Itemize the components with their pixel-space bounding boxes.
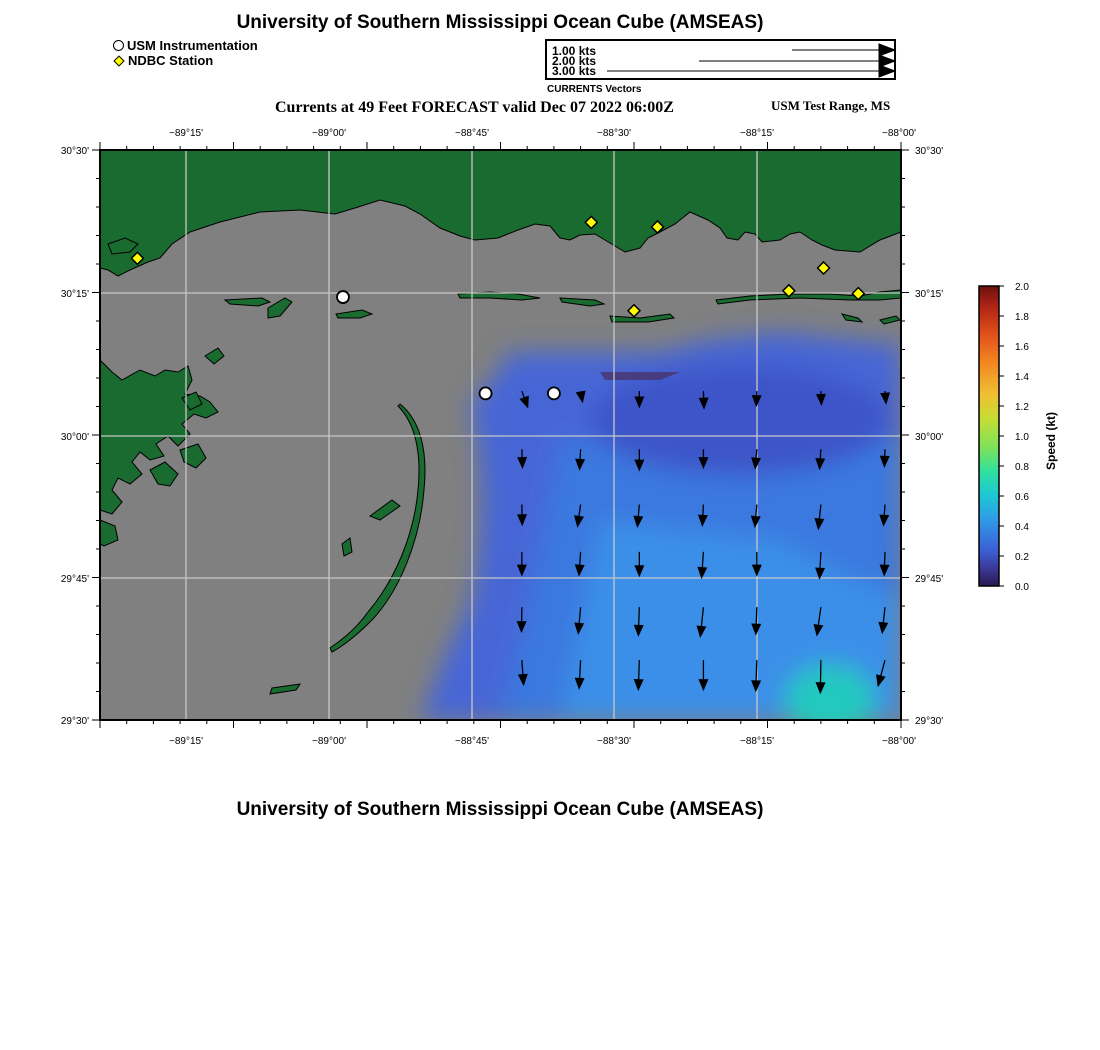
speed-field-low xyxy=(590,365,890,475)
colorbar-label-7: 0.6 xyxy=(1015,492,1029,503)
usm-instrument-marker[interactable] xyxy=(548,387,560,399)
vector-key-arrowhead-1 xyxy=(879,44,895,56)
legend-label-ndbc: NDBC Station xyxy=(128,53,214,68)
colorbar xyxy=(970,278,1040,598)
colorbar-label-6: 0.8 xyxy=(1015,462,1029,473)
lat-label-left-2: 30°00' xyxy=(60,432,89,443)
lon-label-bottom-1: −89°00' xyxy=(312,736,346,747)
vector-key-arrowhead-2 xyxy=(879,55,895,67)
vector-key-label-2: 2.00 kts xyxy=(552,54,597,68)
lon-label-top-5: −88°00' xyxy=(882,128,916,139)
vector-key-label-3: 3.00 kts xyxy=(552,64,597,78)
lat-label-right-4: 29°30' xyxy=(915,716,944,727)
lat-label-left-3: 29°45' xyxy=(60,574,89,585)
colorbar-label-3: 1.4 xyxy=(1015,372,1029,383)
lon-label-top-3: −88°30' xyxy=(597,128,631,139)
map-panel xyxy=(50,120,944,760)
colorbar-labels xyxy=(1015,282,1029,593)
lon-label-top-1: −89°00' xyxy=(312,128,346,139)
lon-label-bottom-3: −88°30' xyxy=(597,736,631,747)
lat-label-right-1: 30°15' xyxy=(915,289,944,300)
colorbar-label-0: 2.0 xyxy=(1015,282,1029,293)
colorbar-title: Speed (kt) xyxy=(1044,411,1058,470)
colorbar-ramp xyxy=(979,286,999,586)
colorbar-label-10: 0.0 xyxy=(1015,582,1029,593)
colorbar-label-1: 1.8 xyxy=(1015,312,1029,323)
lat-label-left-0: 30°30' xyxy=(60,146,89,157)
map-subtitle: Currents at 49 Feet FORECAST valid Dec 07 2022 06:00Z xyxy=(275,99,674,116)
vector-key-arrowhead-3 xyxy=(879,65,895,77)
vector-key-label-1: 1.00 kts xyxy=(552,44,597,58)
lon-label-top-2: −88°45' xyxy=(455,128,489,139)
vector-key-arrows xyxy=(547,41,894,78)
vector-key-title: CURRENTS Vectors xyxy=(547,84,642,95)
legend-label-usm: USM Instrumentation xyxy=(127,38,258,53)
lat-label-left-4: 29°30' xyxy=(60,716,89,727)
lon-label-top-4: −88°15' xyxy=(740,128,774,139)
lon-label-bottom-5: −88°00' xyxy=(882,736,916,747)
lat-label-left-1: 30°15' xyxy=(60,289,89,300)
lon-label-bottom-4: −88°15' xyxy=(740,736,774,747)
lon-label-bottom-2: −88°45' xyxy=(455,736,489,747)
colorbar-label-9: 0.2 xyxy=(1015,552,1029,563)
usm-instrument-marker[interactable] xyxy=(337,291,349,303)
legend-item-usm xyxy=(113,38,258,53)
lon-label-top-0: −89°15' xyxy=(169,128,203,139)
colorbar-label-4: 1.2 xyxy=(1015,402,1029,413)
map-legend xyxy=(113,38,258,68)
lat-label-right-2: 30°00' xyxy=(915,432,944,443)
diamond-icon xyxy=(113,55,124,66)
legend-item-ndbc xyxy=(113,53,258,68)
lon-label-bottom-0: −89°15' xyxy=(169,736,203,747)
speed-field-peak xyxy=(785,665,875,735)
lat-label-right-0: 30°30' xyxy=(915,146,944,157)
footer-title: University of Southern Mississippi Ocean Cube (AMSEAS) xyxy=(236,799,764,820)
colorbar-label-8: 0.4 xyxy=(1015,522,1029,533)
usm-instrument-marker[interactable] xyxy=(480,387,492,399)
range-label: USM Test Range, MS xyxy=(771,98,891,113)
lat-label-right-3: 29°45' xyxy=(915,574,944,585)
colorbar-label-2: 1.6 xyxy=(1015,342,1029,353)
colorbar-label-5: 1.0 xyxy=(1015,432,1029,443)
vector-key xyxy=(545,39,896,80)
page-title: University of Southern Mississippi Ocean Cube (AMSEAS) xyxy=(236,12,764,33)
circle-icon xyxy=(113,40,124,51)
